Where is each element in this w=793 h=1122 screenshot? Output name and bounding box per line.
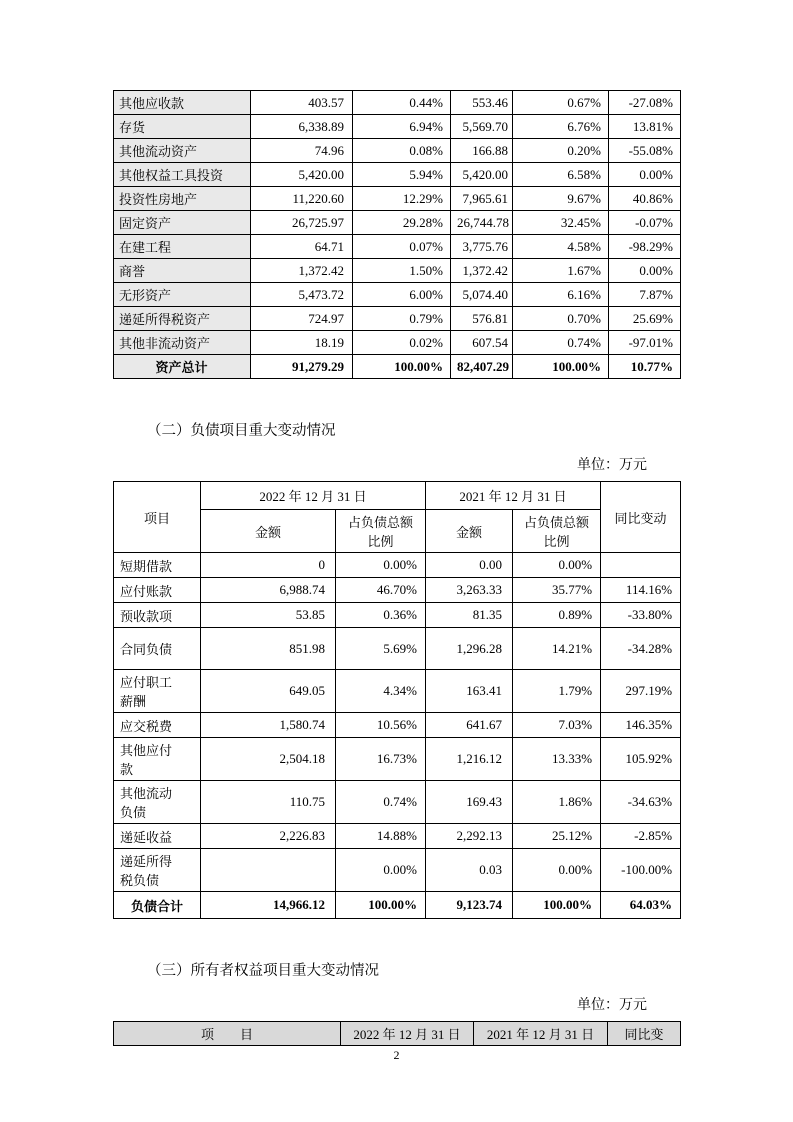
header-row-1 (114, 482, 681, 510)
yoy-cell: 105.92% (601, 738, 681, 781)
ratio-2021-cell: 0.00% (513, 849, 601, 892)
amount-2022-cell: 18.19 (251, 331, 353, 355)
ratio-2022-cell: 0.74% (336, 781, 426, 824)
ratio-2021-cell: 32.45% (513, 211, 609, 235)
ratio-2022-cell: 0.02% (353, 331, 451, 355)
yoy-cell: 0.00% (609, 163, 681, 187)
row-label: 其他应收款 (114, 91, 251, 115)
ratio-2021-cell: 35.77% (513, 578, 601, 603)
ratio-2021-cell: 1.86% (513, 781, 601, 824)
ratio-2022-cell: 6.94% (353, 115, 451, 139)
table-row (114, 824, 681, 849)
ratio-2022-cell: 4.34% (336, 670, 426, 713)
yoy-cell: -100.00% (601, 849, 681, 892)
liabilities-total-row (114, 892, 681, 919)
amount-2022-cell: 5,420.00 (251, 163, 353, 187)
header-2021: 2021 年 12 月 31 日 (474, 1022, 608, 1046)
row-label: 无形资产 (114, 283, 251, 307)
amount-2022-cell: 11,220.60 (251, 187, 353, 211)
amount-2022-cell: 6,988.74 (201, 578, 336, 603)
amount-2022-cell: 0 (201, 553, 336, 578)
row-label: 递延收益 (114, 824, 201, 849)
amount-2022-cell: 2,226.83 (201, 824, 336, 849)
row-label: 负债合计 (114, 892, 201, 919)
amount-2021-cell: 0.03 (426, 849, 513, 892)
table-row (114, 283, 681, 307)
header-2022: 2022 年 12 月 31 日 (341, 1022, 474, 1046)
amount-2022-cell: 6,338.89 (251, 115, 353, 139)
yoy-cell: -97.01% (609, 331, 681, 355)
header-item: 项目 (114, 482, 201, 553)
amount-2022-cell: 110.75 (201, 781, 336, 824)
ratio-2021-cell: 0.74% (513, 331, 609, 355)
row-label: 商誉 (114, 259, 251, 283)
page-content (113, 90, 680, 1046)
yoy-cell: 146.35% (601, 713, 681, 738)
ratio-2022-cell: 29.28% (353, 211, 451, 235)
header-ratio-2021: 占负债总额比例 (513, 510, 601, 553)
ratio-2021-cell: 14.21% (513, 628, 601, 670)
table-row (114, 115, 681, 139)
yoy-cell: -55.08% (609, 139, 681, 163)
row-label: 存货 (114, 115, 251, 139)
row-label: 其他应付款 (114, 738, 201, 781)
ratio-2021-cell: 0.89% (513, 603, 601, 628)
unit-label: 单位：万元 (577, 458, 647, 473)
ratio-2022-cell: 5.94% (353, 163, 451, 187)
header-ratio-2022: 占负债总额比例 (336, 510, 426, 553)
yoy-cell: 10.77% (609, 355, 681, 379)
amount-2021-cell: 5,420.00 (451, 163, 513, 187)
section-equity-heading: （三）所有者权益项目重大变动情况 (147, 963, 379, 979)
ratio-2022-cell: 5.69% (336, 628, 426, 670)
row-label: 合同负债 (114, 628, 201, 670)
equity-table (113, 1021, 681, 1046)
ratio-2022-cell: 12.29% (353, 187, 451, 211)
ratio-2022-cell: 100.00% (336, 892, 426, 919)
ratio-2022-cell: 0.44% (353, 91, 451, 115)
yoy-cell: -34.63% (601, 781, 681, 824)
section-liabilities-heading: （二）负债项目重大变动情况 (147, 423, 336, 439)
header-yoy: 同比变动 (601, 482, 681, 553)
amount-2021-cell: 166.88 (451, 139, 513, 163)
amount-2022-cell: 26,725.97 (251, 211, 353, 235)
table-row (114, 211, 681, 235)
ratio-2021-cell: 0.70% (513, 307, 609, 331)
header-2022: 2022 年 12 月 31 日 (201, 482, 426, 510)
table-row (114, 187, 681, 211)
row-label: 其他流动负债 (114, 781, 201, 824)
yoy-cell: -27.08% (609, 91, 681, 115)
table-row (114, 603, 681, 628)
row-label: 短期借款 (114, 553, 201, 578)
ratio-2022-cell: 0.36% (336, 603, 426, 628)
amount-2021-cell: 7,965.61 (451, 187, 513, 211)
row-label: 资产总计 (114, 355, 251, 379)
unit-label: 单位：万元 (577, 998, 647, 1013)
ratio-2022-cell: 14.88% (336, 824, 426, 849)
ratio-2021-cell: 13.33% (513, 738, 601, 781)
ratio-2021-cell: 6.16% (513, 283, 609, 307)
table-row (114, 259, 681, 283)
ratio-2021-cell: 6.76% (513, 115, 609, 139)
row-label: 递延所得税负债 (114, 849, 201, 892)
yoy-cell: -98.29% (609, 235, 681, 259)
amount-2021-cell: 576.81 (451, 307, 513, 331)
amount-2021-cell: 9,123.74 (426, 892, 513, 919)
amount-2021-cell: 1,216.12 (426, 738, 513, 781)
amount-2022-cell: 5,473.72 (251, 283, 353, 307)
header-item: 项 目 (114, 1022, 341, 1046)
ratio-2022-cell: 46.70% (336, 578, 426, 603)
row-label: 应交税费 (114, 713, 201, 738)
amount-2022-cell: 53.85 (201, 603, 336, 628)
ratio-2022-cell: 1.50% (353, 259, 451, 283)
amount-2021-cell: 169.43 (426, 781, 513, 824)
amount-2022-cell: 91,279.29 (251, 355, 353, 379)
yoy-cell: 40.86% (609, 187, 681, 211)
yoy-cell: 7.87% (609, 283, 681, 307)
amount-2022-cell: 851.98 (201, 628, 336, 670)
ratio-2022-cell: 0.07% (353, 235, 451, 259)
amount-2022-cell: 64.71 (251, 235, 353, 259)
ratio-2022-cell: 0.00% (336, 849, 426, 892)
amount-2022-cell: 2,504.18 (201, 738, 336, 781)
yoy-cell: -34.28% (601, 628, 681, 670)
ratio-2022-cell: 0.08% (353, 139, 451, 163)
ratio-2022-cell: 10.56% (336, 713, 426, 738)
amount-2021-cell: 3,775.76 (451, 235, 513, 259)
ratio-2022-cell: 6.00% (353, 283, 451, 307)
amount-2021-cell: 5,074.40 (451, 283, 513, 307)
assets-total-row (114, 355, 681, 379)
ratio-2021-cell: 100.00% (513, 355, 609, 379)
table-row (114, 553, 681, 578)
amount-2022-cell: 1,580.74 (201, 713, 336, 738)
table-row (114, 628, 681, 670)
ratio-2021-cell: 0.20% (513, 139, 609, 163)
ratio-2021-cell: 0.67% (513, 91, 609, 115)
amount-2021-cell: 1,296.28 (426, 628, 513, 670)
liabilities-table (113, 481, 681, 919)
header-amount-2021: 金额 (426, 510, 513, 553)
row-label: 在建工程 (114, 235, 251, 259)
amount-2022-cell: 403.57 (251, 91, 353, 115)
row-label: 递延所得税资产 (114, 307, 251, 331)
amount-2021-cell: 553.46 (451, 91, 513, 115)
amount-2021-cell: 26,744.78 (451, 211, 513, 235)
ratio-2022-cell: 0.79% (353, 307, 451, 331)
amount-2021-cell: 2,292.13 (426, 824, 513, 849)
header-amount-2022: 金额 (201, 510, 336, 553)
yoy-cell: 0.00% (609, 259, 681, 283)
ratio-2021-cell: 6.58% (513, 163, 609, 187)
row-label: 固定资产 (114, 211, 251, 235)
row-label: 其他非流动资产 (114, 331, 251, 355)
amount-2021-cell: 641.67 (426, 713, 513, 738)
amount-2022-cell: 14,966.12 (201, 892, 336, 919)
row-label: 应付账款 (114, 578, 201, 603)
table-row (114, 849, 681, 892)
table-row (114, 331, 681, 355)
row-label: 其他权益工具投资 (114, 163, 251, 187)
amount-2021-cell: 3,263.33 (426, 578, 513, 603)
yoy-cell: 114.16% (601, 578, 681, 603)
amount-2022-cell (201, 849, 336, 892)
table-row (114, 139, 681, 163)
row-label: 预收款项 (114, 603, 201, 628)
ratio-2022-cell: 0.00% (336, 553, 426, 578)
row-label: 应付职工薪酬 (114, 670, 201, 713)
table-row (114, 163, 681, 187)
amount-2022-cell: 724.97 (251, 307, 353, 331)
ratio-2021-cell: 1.67% (513, 259, 609, 283)
yoy-cell: 13.81% (609, 115, 681, 139)
amount-2022-cell: 1,372.42 (251, 259, 353, 283)
amount-2021-cell: 5,569.70 (451, 115, 513, 139)
assets-table (113, 90, 681, 379)
amount-2021-cell: 163.41 (426, 670, 513, 713)
ratio-2021-cell: 4.58% (513, 235, 609, 259)
yoy-cell: -33.80% (601, 603, 681, 628)
yoy-cell: 25.69% (609, 307, 681, 331)
header-2021: 2021 年 12 月 31 日 (426, 482, 601, 510)
ratio-2021-cell: 25.12% (513, 824, 601, 849)
amount-2021-cell: 81.35 (426, 603, 513, 628)
header-yoy: 同比变 (608, 1022, 681, 1046)
ratio-2022-cell: 100.00% (353, 355, 451, 379)
amount-2022-cell: 649.05 (201, 670, 336, 713)
ratio-2022-cell: 16.73% (336, 738, 426, 781)
table-row (114, 781, 681, 824)
row-label: 其他流动资产 (114, 139, 251, 163)
amount-2021-cell: 0.00 (426, 553, 513, 578)
amount-2021-cell: 607.54 (451, 331, 513, 355)
yoy-cell: 64.03% (601, 892, 681, 919)
ratio-2021-cell: 9.67% (513, 187, 609, 211)
table-row (114, 738, 681, 781)
ratio-2021-cell: 100.00% (513, 892, 601, 919)
header-row (114, 1022, 681, 1046)
table-row (114, 235, 681, 259)
amount-2021-cell: 82,407.29 (451, 355, 513, 379)
table-row (114, 307, 681, 331)
yoy-cell: -0.07% (609, 211, 681, 235)
page-number: 2 (393, 1048, 400, 1062)
table-row (114, 713, 681, 738)
yoy-cell: 297.19% (601, 670, 681, 713)
table-row (114, 91, 681, 115)
yoy-cell: -2.85% (601, 824, 681, 849)
amount-2022-cell: 74.96 (251, 139, 353, 163)
table-row (114, 578, 681, 603)
row-label: 投资性房地产 (114, 187, 251, 211)
ratio-2021-cell: 0.00% (513, 553, 601, 578)
ratio-2021-cell: 1.79% (513, 670, 601, 713)
amount-2021-cell: 1,372.42 (451, 259, 513, 283)
ratio-2021-cell: 7.03% (513, 713, 601, 738)
table-row (114, 670, 681, 713)
yoy-cell (601, 553, 681, 578)
